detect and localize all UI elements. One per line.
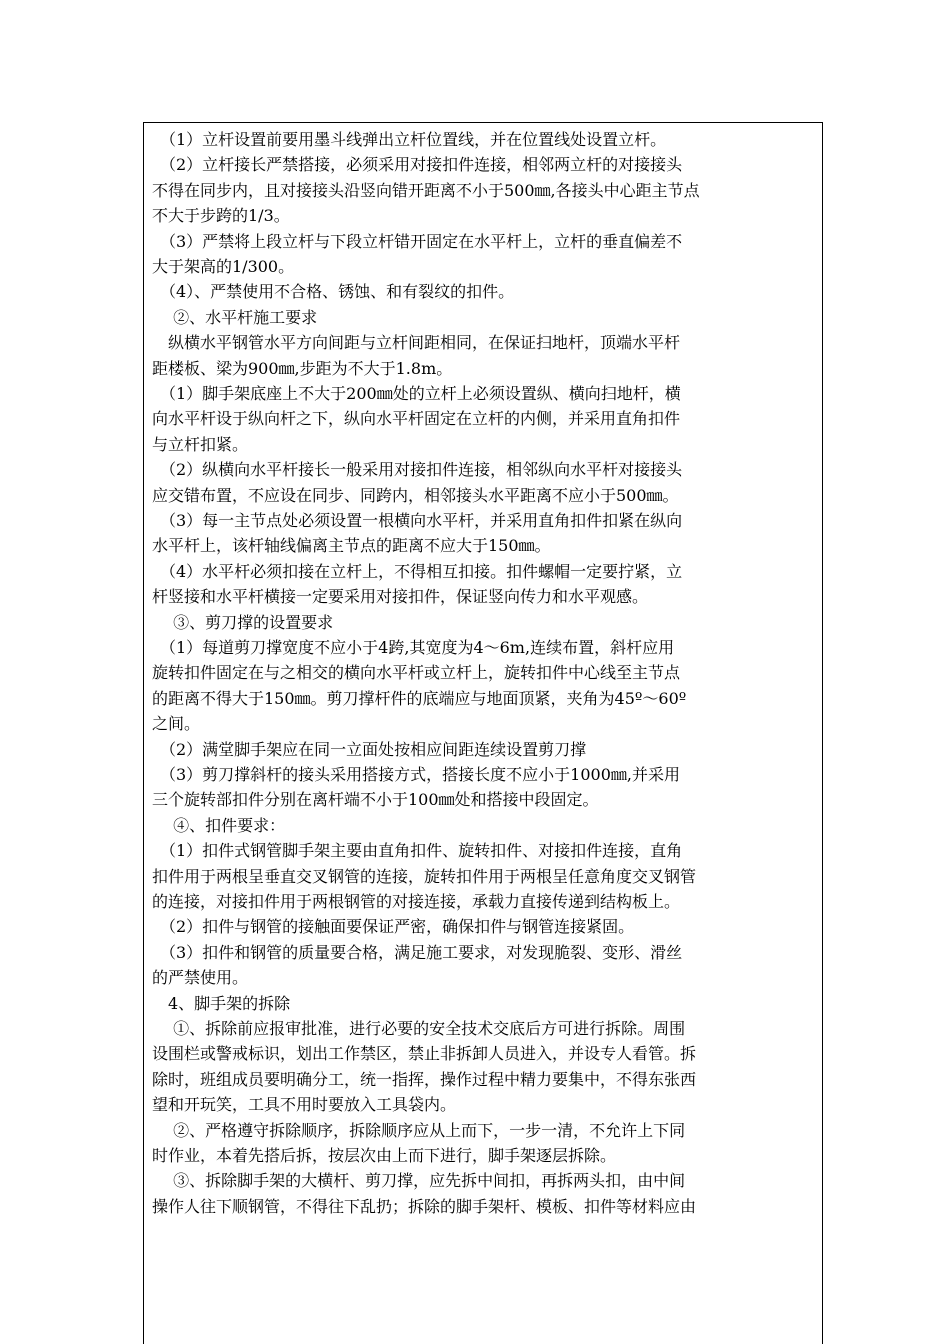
text-line: 距楼板、梁为900㎜,步距为不大于1.8m。 xyxy=(152,358,453,378)
text-line: ②、水平杆施工要求 xyxy=(152,307,318,327)
text-line: ③、剪刀撑的设置要求 xyxy=(152,612,334,632)
text-line: 与立杆扣紧。 xyxy=(152,434,249,454)
text-line: 的连接，对接扣件用于两根钢管的对接连接，承载力直接传递到结构板上。 xyxy=(152,892,681,911)
text-line: 不大于步跨的1/3。 xyxy=(152,206,290,226)
text-line: 杆竖接和水平杆横接一定要采用对接扣件，保证竖向传力和水平观感。 xyxy=(152,587,649,607)
text-line: 向水平杆设于纵向杆之下，纵向水平杆固定在立杆的内侧，并采用直角扣件 xyxy=(152,409,681,429)
text-line: 纵横水平钢管水平方向间距与立杆间距相同，在保证扫地杆，顶端水平杆 xyxy=(152,333,681,353)
text-line: （4）水平杆必须扣接在立杆上，不得相互扣接。扣件螺帽一定要拧紧，立 xyxy=(152,561,683,581)
text-line: （3）每一主节点处必须设置一根横向水平杆，并采用直角扣件扣紧在纵向 xyxy=(152,511,683,530)
text-line: 操作人往下顺钢管，不得往下乱扔；拆除的脚手架杆、模板、扣件等材料应由 xyxy=(152,1196,697,1216)
text-line: 的严禁使用。 xyxy=(152,968,249,988)
text-line: （3）扣件和钢管的质量要合格，满足施工要求，对发现脆裂、变形、滑丝 xyxy=(152,942,683,962)
text-line: （1）每道剪刀撑宽度不应小于4跨,其宽度为4～6m,连续布置，斜杆应用 xyxy=(152,638,675,657)
text-line: 之间。 xyxy=(152,714,201,734)
text-line: （1）脚手架底座上不大于200㎜处的立杆上必须设置纵、横向扫地杆，横 xyxy=(152,384,681,403)
text-line: （3）剪刀撑斜杆的接头采用搭接方式，搭接长度不应小于1000㎜,并采用 xyxy=(152,765,680,784)
text-line: （2）立杆接长严禁搭接，必须采用对接扣件连接，相邻两立杆的对接接头 xyxy=(152,155,683,175)
text-line: ③、拆除脚手架的大横杆、剪刀撑，应先拆中间扣，再拆两头扣，由中间 xyxy=(152,1171,686,1191)
text-line: ②、严格遵守拆除顺序，拆除顺序应从上而下，一步一清，不允许上下同 xyxy=(152,1120,686,1140)
text-line: （4）、严禁使用不合格、锈蚀、和有裂纹的扣件。 xyxy=(152,282,515,302)
text-line: 的距离不得大于150㎜。剪刀撑杆件的底端应与地面顶紧，夹角为45º～60º xyxy=(152,688,687,708)
text-line: ④、扣件要求： xyxy=(152,815,286,835)
text-line: 水平杆上，该杆轴线偏离主节点的距离不应大于150㎜。 xyxy=(152,536,551,556)
text-line: 三个旋转部扣件分别在离杆端不小于100㎜处和搭接中段固定。 xyxy=(152,790,599,810)
text-line: 设围栏或警戒标识，划出工作禁区，禁止非拆卸人员进入，并设专人看管。拆 xyxy=(152,1044,697,1064)
text-line: （1）立杆设置前要用墨斗线弹出立杆位置线，并在位置线处设置立杆。 xyxy=(152,130,667,149)
text-line: 4、脚手架的拆除 xyxy=(152,993,291,1013)
text-line: （3）严禁将上段立杆与下段立杆错开固定在水平杆上，立杆的垂直偏差不 xyxy=(152,231,683,251)
text-line: 旋转扣件固定在与之相交的横向水平杆或立杆上，旋转扣件中心线至主节点 xyxy=(152,663,681,683)
text-line: 应交错布置，不应设在同步、同跨内，相邻接头水平距离不应小于500㎜。 xyxy=(152,485,679,505)
text-line: 大于架高的1/300。 xyxy=(152,257,295,276)
text-line: 不得在同步内，且对接接头沿竖向错开距离不小于500㎜,各接头中心距主节点 xyxy=(152,180,700,200)
text-line: ①、拆除前应报审批准，进行必要的安全技术交底后方可进行拆除。周围 xyxy=(152,1019,686,1038)
text-line: （2）扣件与钢管的接触面要保证严密，确保扣件与钢管连接紧固。 xyxy=(152,917,635,937)
text-line: （2）满堂脚手架应在同一立面处按相应间距连续设置剪刀撑 xyxy=(152,739,587,759)
text-line: （1）扣件式钢管脚手架主要由直角扣件、旋转扣件、对接扣件连接，直角 xyxy=(152,841,683,861)
text-line: 扣件用于两根呈垂直交叉钢管的连接，旋转扣件用于两根呈任意角度交叉钢管 xyxy=(152,866,697,886)
text-line: （2）纵横向水平杆接长一般采用对接扣件连接，相邻纵向水平杆对接接头 xyxy=(152,460,683,480)
text-line: 时作业，本着先搭后拆，按层次由上而下进行，脚手架逐层拆除。 xyxy=(152,1146,617,1165)
text-line: 望和开玩笑，工具不用时要放入工具袋内。 xyxy=(152,1095,457,1115)
text-line: 除时，班组成员要明确分工，统一指挥，操作过程中精力要集中，不得东张西 xyxy=(152,1069,697,1089)
